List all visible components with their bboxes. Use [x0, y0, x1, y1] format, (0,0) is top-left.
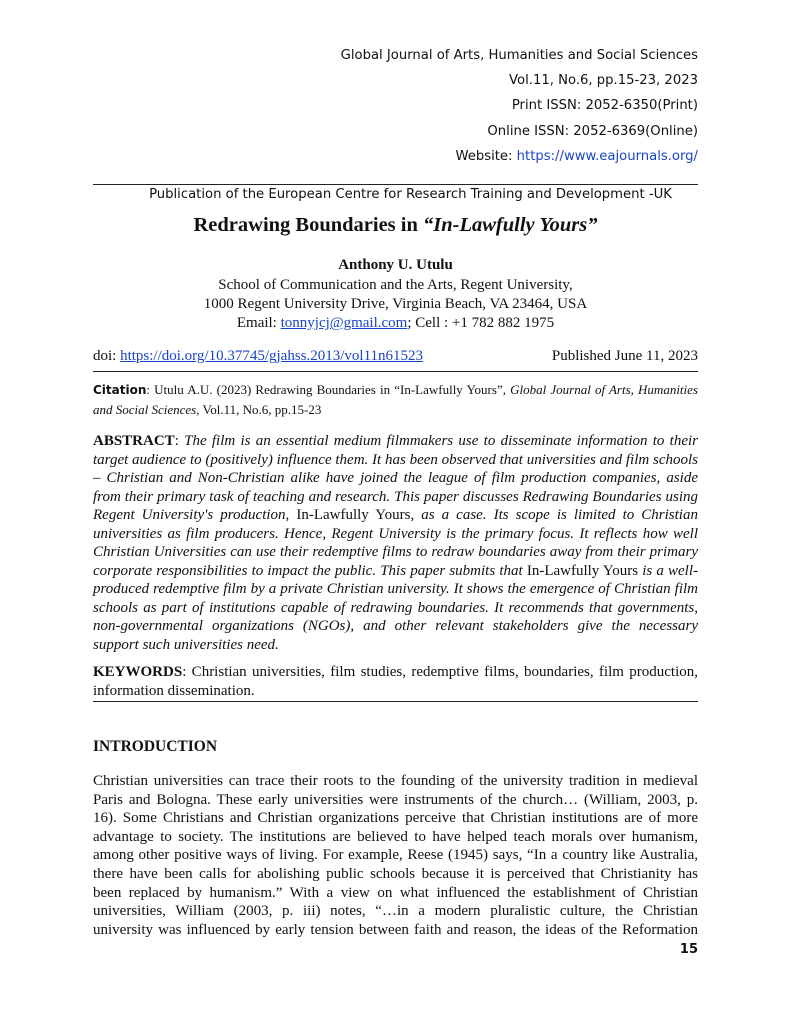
website-label: Website:: [455, 149, 517, 164]
journal-name: Global Journal of Arts, Humanities and Social Sciences: [340, 48, 698, 63]
abstract-block: ABSTRACT: The film is an essential medium filmmakers use to disseminate information to their target audience to (positively) influence them. It has been observed that universities and film schools – Christian and Non-Christian alike have joined the league of film production companies, aside from their primary task of teaching and research. This paper discusses Redrawing Boundaries using Regent University's production, In-Lawfully Yours, as a case. Its scope is limited to Christian universities as film producers. Hence, Regent University is the primary focus. It reflects how well Christian Universities can use their redemptive films to redraw boundaries away from their primary corporate responsibilities to impact the public. This paper submits that In-Lawfully Yours is a well-produced redemptive film by a private Christian university. It shows the emergence of Christian film schools as part of institutions capable of redrawing boundaries. It recommends that governments, non-governmental organizations (NGOs), and other relevant stakeholders give the necessary support such universities need.: [93, 433, 699, 653]
keywords-block: [93, 663, 698, 700]
body-line: Paris and Bologna. These early universities were instruments of the church… (William, 2003, p.: [93, 791, 698, 808]
keywords-divider: [93, 701, 698, 702]
abstract-film-title-2: In-Lawfully Yours: [526, 562, 639, 579]
body-line: among other positive ways of living. For example, Reese (1945) says, “In a country like Australia,: [93, 847, 698, 864]
body-line: universities, William (2003, p. iii) notes, “…in a modern pluralistic culture, the Christian: [93, 903, 698, 920]
body-line: there have been calls for abolishing public schools because it is perceived that Christianity has: [93, 865, 698, 882]
author-affiliation: School of Communication and the Arts, Regent University,: [218, 277, 573, 293]
abstract-part-3: is a well-produced redemptive film by a private Christian university. It shows the emergence of Christian film schools as part of institutions capable of redrawing boundaries. It recommends that governments, non-governmental organizations (NGOs), and other relevant stakeholders give the necessary support such universities need.: [93, 562, 698, 653]
doi-label: doi:: [93, 348, 121, 364]
abstract-part-2: , as a case. Its scope is limited to Christian universities as film producers. Hence, Regent University is the primary focus. It reflects how well Christian Universities can use their redemptive films to redraw boundaries away from their primary corporate responsibilities to impact the public. This paper submits that: [93, 507, 698, 579]
body-line: Christian universities can trace their roots to the founding of the university tradition in medieval: [93, 773, 698, 789]
citation-journal: Global Journal of Arts, Humanities and Social Sciences: [93, 382, 698, 417]
online-issn: Online ISSN: 2052-6369(Online): [487, 124, 698, 139]
doi-link[interactable]: https://doi.org/10.37745/gjahss.2013/vol11n61523: [120, 348, 424, 364]
keywords-text: : Christian universities, film studies, redemptive films, boundaries, film production, information dissemination.: [93, 664, 698, 699]
author-contact: [0, 314, 791, 333]
volume-info: Vol.11, No.6, pp.15-23, 2023: [509, 73, 698, 88]
abstract-part-1: The film is an essential medium filmmakers use to disseminate information to their target audience to (positively) influence them. It has been observed that universities and film schools – Christian and Non-Christian alike have joined the league of film production companies, aside from their primary task of teaching and research. This paper discusses Redrawing Boundaries using Regent University's production,: [93, 433, 699, 523]
article-title: [0, 214, 791, 237]
cell-number: ; Cell : +1 782 882 1975: [407, 315, 555, 331]
introduction-heading: INTRODUCTION: [93, 738, 218, 755]
publisher-line: Publication of the European Centre for Research Training and Development -UK: [149, 187, 672, 202]
page-number: 15: [679, 942, 698, 957]
abstract-film-title-1: In-Lawfully Yours: [296, 507, 411, 523]
email-label: Email:: [236, 315, 281, 331]
body-line: advantage to society. The institutions are believed to have helped teach morals over humanism,: [93, 828, 698, 845]
author-address: 1000 Regent University Drive, Virginia Beach, VA 23464, USA: [203, 296, 588, 312]
introduction-body: [93, 772, 698, 939]
doi-divider: [93, 371, 698, 372]
body-line: been replaced by humanism.” With a view on what influenced the establishment of Christian: [93, 884, 698, 901]
email-link[interactable]: tonnyjcj@gmail.com: [280, 315, 408, 331]
keywords-label: KEYWORDS: [93, 664, 183, 680]
citation-text: : Utulu A.U. (2023) Redrawing Boundaries in “In-Lawfully Yours”,: [146, 382, 511, 397]
print-issn: Print ISSN: 2052-6350(Print): [511, 98, 698, 113]
website-link[interactable]: https://www.eajournals.org/: [516, 149, 698, 164]
doi-line: [93, 348, 423, 365]
body-line: university was influenced by early tension between faith and reason, the ideas of the Reformation: [93, 921, 698, 938]
website-line: [455, 149, 698, 165]
header-divider: [93, 184, 698, 185]
title-italic: “In-Lawfully Yours”: [423, 214, 598, 236]
published-date: Published June 11, 2023: [551, 348, 698, 364]
citation-label: Citation: [93, 383, 147, 397]
citation-block: [93, 380, 698, 419]
author-name: Anthony U. Utulu: [338, 257, 453, 273]
citation-tail: , Vol.11, No.6, pp.15-23: [196, 402, 322, 417]
body-line: 16). Some Christians and Christian organizations perceive that Christian institutions are of more: [93, 810, 698, 827]
abstract-label: ABSTRACT: [93, 433, 175, 449]
title-plain: Redrawing Boundaries in: [193, 214, 424, 236]
